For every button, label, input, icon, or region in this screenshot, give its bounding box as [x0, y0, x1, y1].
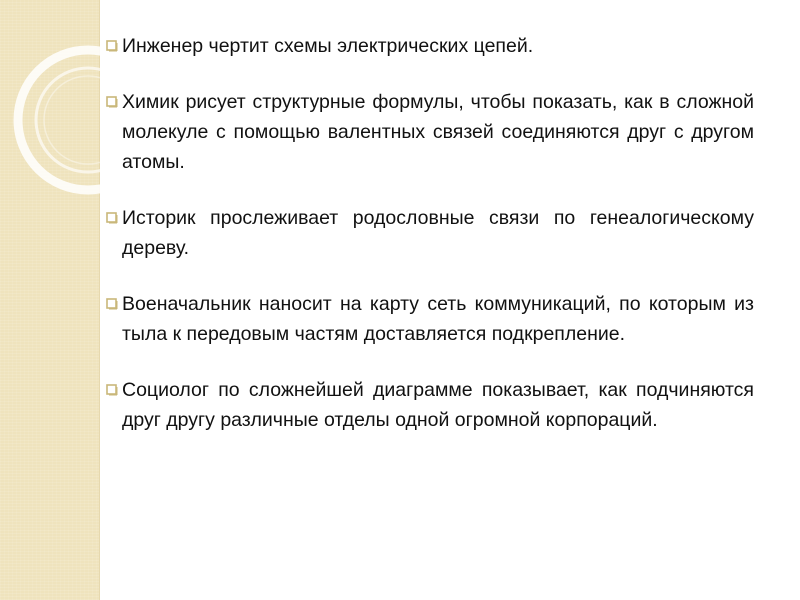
- list-item: [106, 87, 754, 177]
- list-item: [106, 289, 754, 349]
- side-panel-divider: [99, 0, 100, 600]
- hollow-square-bullet-icon: [106, 375, 120, 405]
- list-item: [106, 203, 754, 263]
- list-item: [106, 31, 754, 61]
- hollow-square-bullet-icon: [106, 31, 120, 61]
- bullet-text: Химик рисует структурные формулы, чтобы показать, как в сложной молекуле с помощью валентных связей соединяются друг с другом атомы.: [122, 91, 754, 173]
- hollow-square-bullet-icon: [106, 289, 120, 319]
- bullet-text: Социолог по сложнейшей диаграмме показывает, как подчиняются друг другу различные отделы одной огромной корпораций.: [122, 379, 754, 431]
- bullet-text: Военачальник наносит на карту сеть коммуникаций, по которым из тыла к передовым частям доставляется подкрепление.: [122, 293, 754, 345]
- hollow-square-bullet-icon: [106, 203, 120, 233]
- bullet-list: [106, 31, 754, 461]
- list-item: [106, 375, 754, 435]
- side-panel: [0, 0, 100, 600]
- bullet-text: Инженер чертит схемы электрических цепей.: [122, 35, 534, 57]
- bullet-text: Историк прослеживает родословные связи по генеалогическому дереву.: [122, 207, 754, 259]
- hollow-square-bullet-icon: [106, 87, 120, 117]
